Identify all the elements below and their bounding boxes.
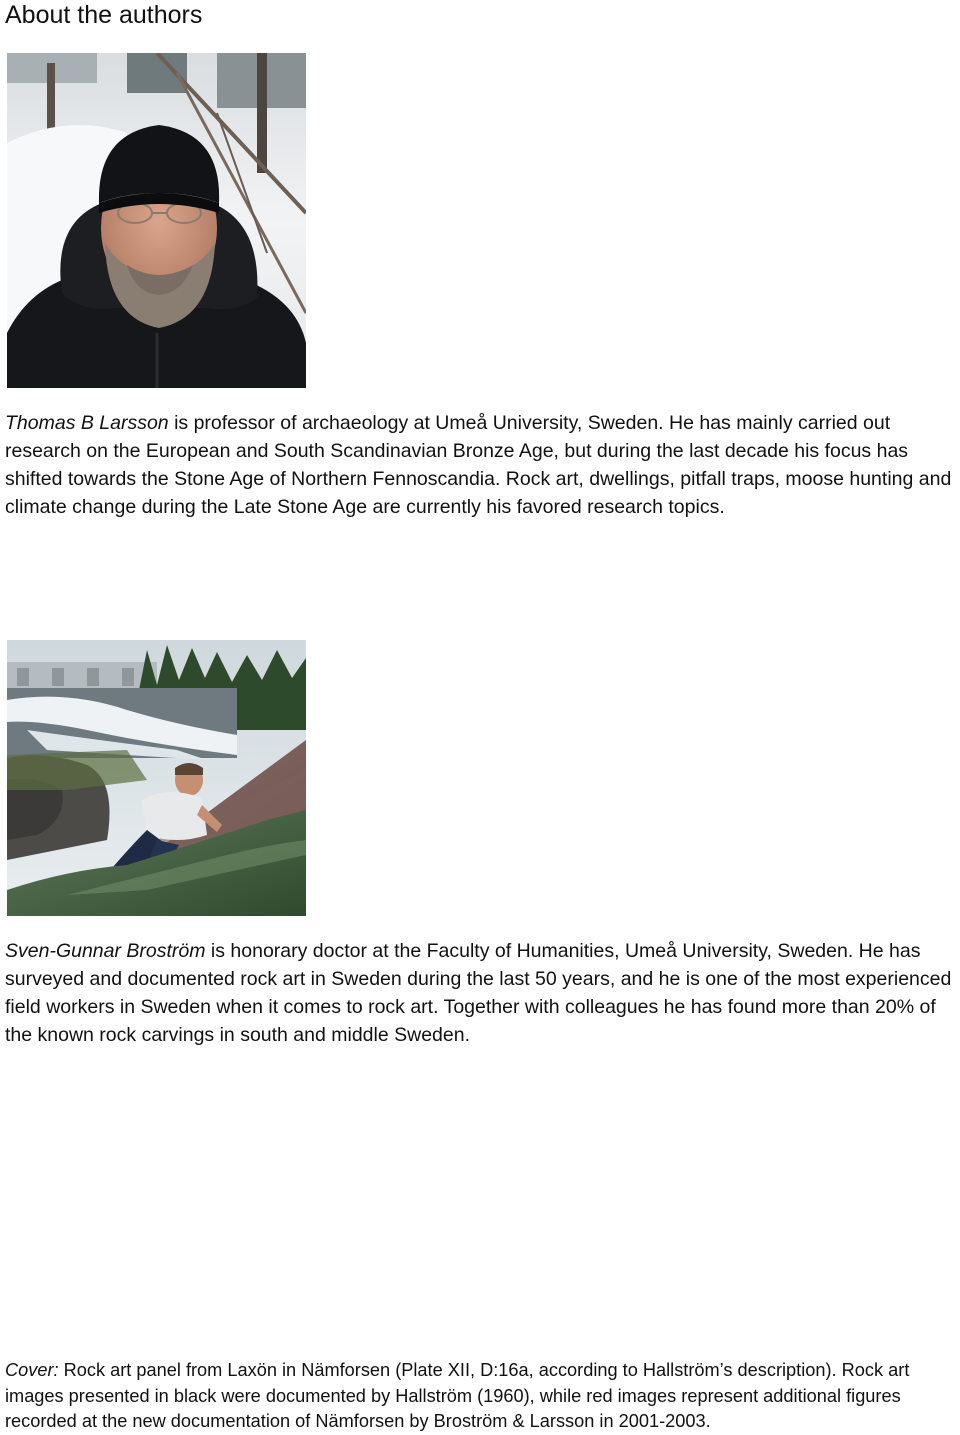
author-bio-brostrom bbox=[5, 937, 957, 1049]
author-bio-text: is honorary doctor at the Faculty of Humanities, Umeå University, Sweden. He has surveyed and documented rock art in Sweden during the last 50 years, and he is one of the most experienced field workers in Sweden when it comes to rock art. Together with colleagues he has found more than 20% of the known rock carvings in south and middle Sweden. bbox=[5, 940, 952, 1046]
cover-caption bbox=[5, 1358, 960, 1435]
author-bio-larsson bbox=[5, 409, 957, 521]
cover-text: Rock art panel from Laxön in Nämforsen (Plate XII, D:16a, according to Hallström’s description). Rock art images presented in black were documented by Hallström (1960), while red images represent additional figures recorded at the new documentation of Nämforsen by Broström & Larsson in 2001-2003. bbox=[5, 1360, 910, 1431]
author-photo-larsson bbox=[7, 53, 306, 388]
author-photo-brostrom bbox=[7, 640, 306, 916]
cover-label: Cover: bbox=[5, 1360, 59, 1380]
page-heading: About the authors bbox=[5, 1, 203, 29]
author-name: Sven-Gunnar Broström bbox=[5, 940, 206, 962]
author-bio-text: is professor of archaeology at Umeå University, Sweden. He has mainly carried out research on the European and South Scandinavian Bronze Age, but during the last decade his focus has shifted towards the Stone Age of Northern Fennoscandia. Rock art, dwellings, pitfall traps, moose hunting and climate change during the Late Stone Age are currently his favored research topics. bbox=[5, 412, 952, 518]
author-name: Thomas B Larsson bbox=[5, 412, 169, 434]
